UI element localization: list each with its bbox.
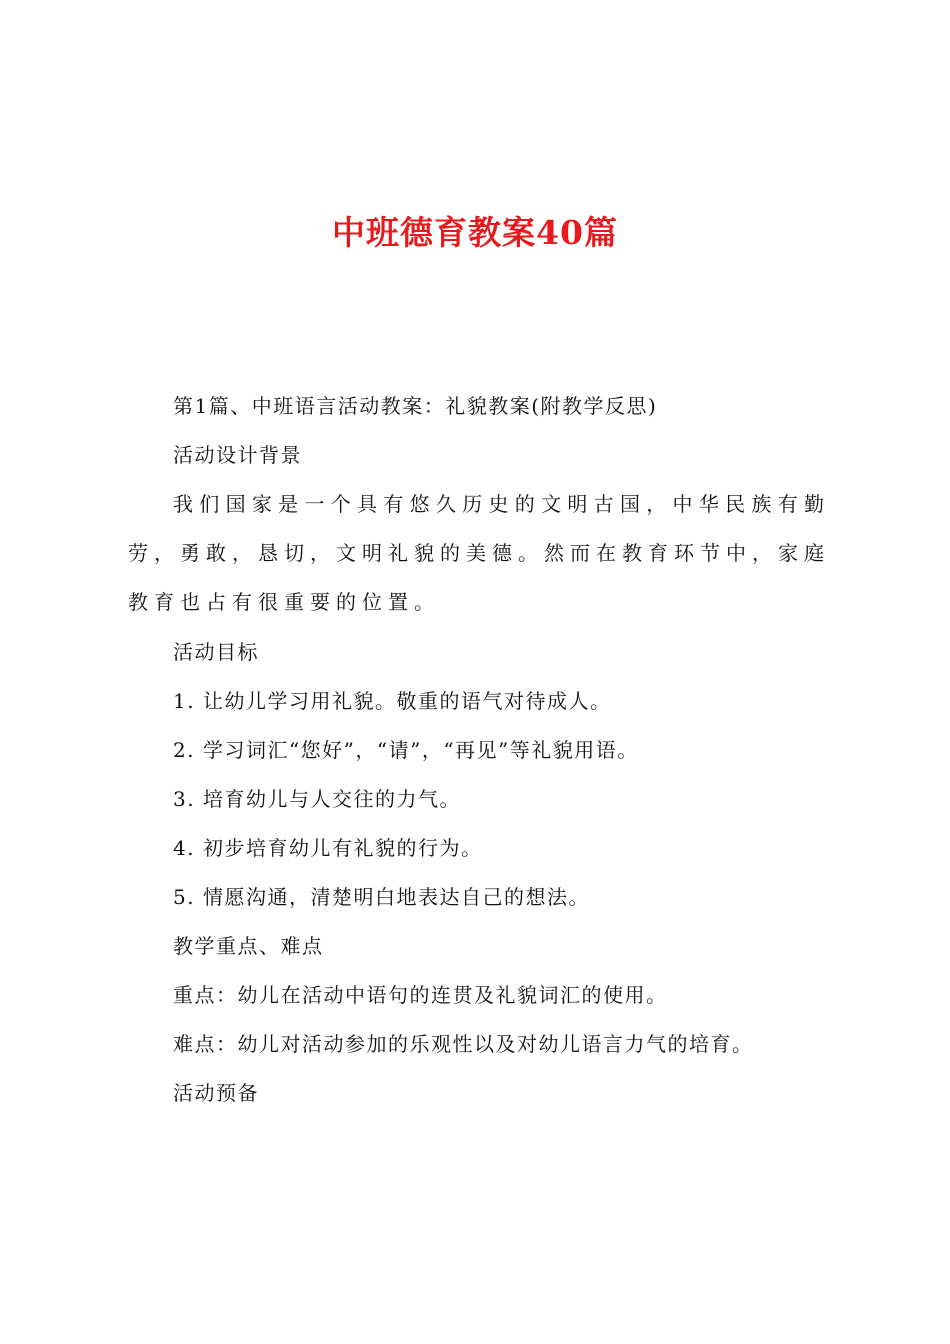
page-title: 中班德育教案40篇 <box>332 213 618 252</box>
section-heading: 第1篇、中班语言活动教案：礼貌教案(附教学反思) <box>173 394 658 418</box>
background-paragraph: 我们国家是一个具有悠久历史的文明古国，中华民族有勤劳，勇敢，恳切，文明礼貌的美德。然而在教育环节中，家庭教育也占有很重要的位置。 <box>128 492 830 614</box>
key-points-heading: 教学重点、难点 <box>173 934 324 958</box>
difficult-point: 难点：幼儿对活动参加的乐观性以及对幼儿语言力气的培育。 <box>173 1032 754 1056</box>
background-heading: 活动设计背景 <box>173 443 302 467</box>
goal-item-2: 2. 学习词汇“您好”，“请”，“再见”等礼貌用语。 <box>173 738 639 762</box>
document-body <box>128 394 830 1130</box>
goal-item-5: 5. 情愿沟通，清楚明白地表达自己的想法。 <box>173 885 590 909</box>
goal-item-3: 3. 培育幼儿与人交往的力气。 <box>173 787 461 811</box>
key-point: 重点：幼儿在活动中语句的连贯及礼貌词汇的使用。 <box>173 983 668 1007</box>
goal-item-1: 1. 让幼儿学习用礼貌。敬重的语气对待成人。 <box>173 689 612 713</box>
goal-item-4: 4. 初步培育幼儿有礼貌的行为。 <box>173 836 483 860</box>
preparation-heading: 活动预备 <box>173 1081 259 1105</box>
goals-heading: 活动目标 <box>173 640 259 664</box>
